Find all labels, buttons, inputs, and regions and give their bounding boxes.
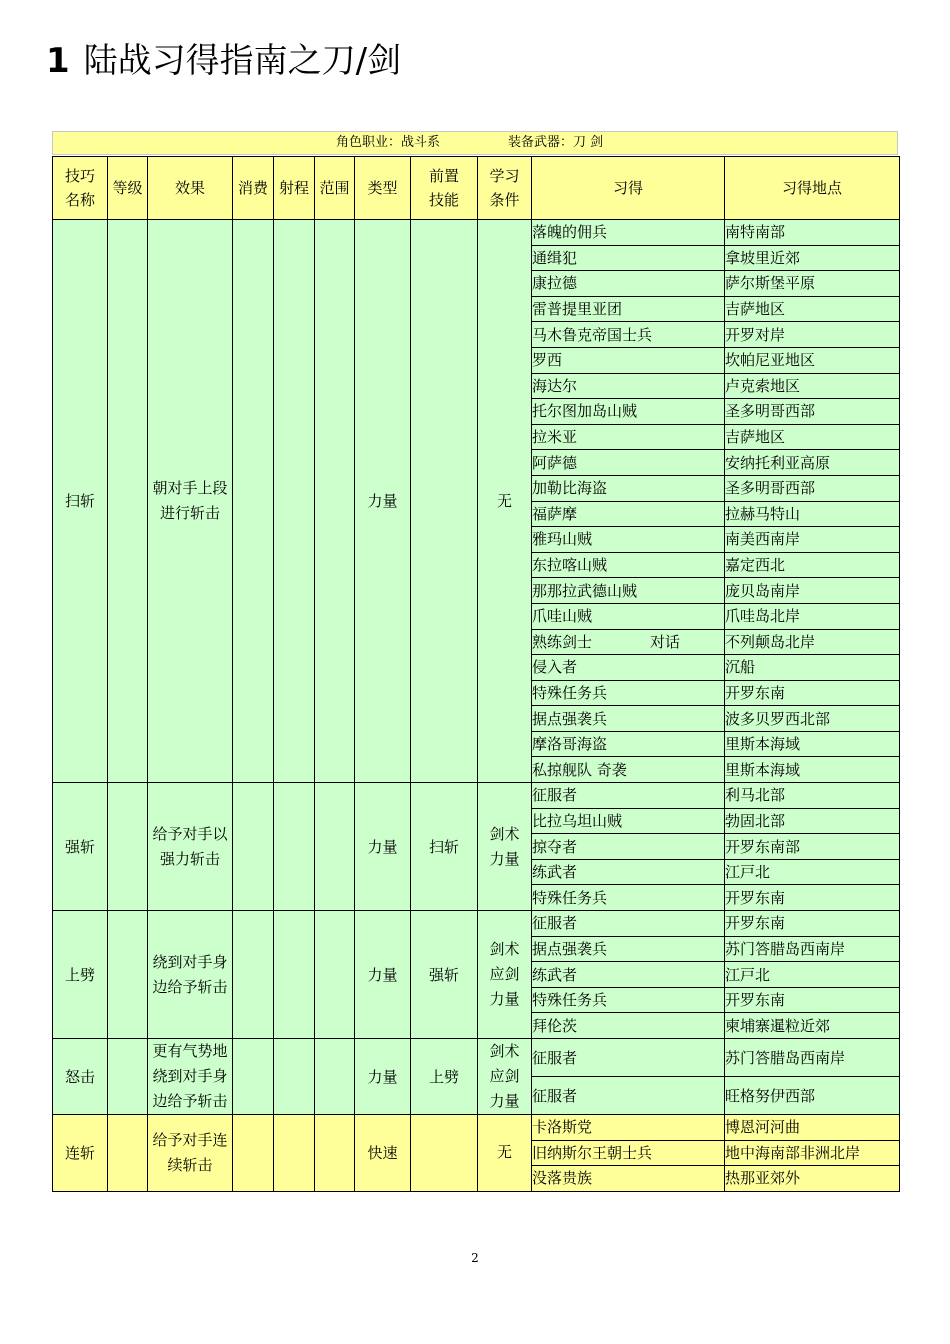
skill-effect-cell (148, 911, 233, 1039)
learn-place-cell: 安纳托利亚高原 (725, 450, 900, 476)
col-type: 类型 (355, 157, 411, 220)
learn-from-cell (532, 527, 725, 553)
skill-level-cell (108, 1115, 148, 1192)
learn-place-cell: 拿坡里近郊 (725, 245, 900, 271)
learn-from-text: 卡洛斯党 (532, 1118, 593, 1137)
skill-effect-cell (148, 1115, 233, 1192)
skill-condition-text: 剑术力量 (489, 824, 520, 868)
page-number: 2 (471, 1251, 479, 1265)
learn-from-cell (532, 1077, 725, 1115)
skill-name-cell: 连斩 (53, 1115, 108, 1192)
learn-place-cell: 拉赫马特山 (725, 501, 900, 527)
skill-area-cell (315, 220, 355, 783)
skill-effect-text: 朝对手上段进行斩击 (152, 479, 228, 523)
skill-cost-cell (233, 783, 274, 911)
learn-from-text: 征服者 (532, 786, 578, 805)
learn-from-cell (532, 475, 725, 501)
learn-method-note: 对话 (650, 632, 681, 651)
learn-from-cell (532, 424, 725, 450)
skill-condition-cell (478, 1115, 532, 1192)
learn-place-cell: 开罗东南 (725, 885, 900, 911)
role-label: 角色职业：战斗系 (336, 135, 441, 150)
learn-from-text: 马木鲁克帝国士兵 (532, 325, 653, 344)
skill-effect-text: 更有气势地绕到对手身边给予斩击 (152, 1042, 228, 1110)
learn-from-cell (532, 987, 725, 1013)
learn-place-cell: 博恩河河曲 (725, 1115, 900, 1141)
learn-from-text: 征服者 (532, 1086, 578, 1105)
skill-effect-cell (148, 220, 233, 783)
skill-level-cell (108, 220, 148, 783)
skill-condition-cell (478, 1039, 532, 1115)
learn-from-cell (532, 450, 725, 476)
learn-from-cell (532, 552, 725, 578)
skill-cost-cell (233, 1115, 274, 1192)
learn-place-cell: 庞贝岛南岸 (725, 578, 900, 604)
learn-from-cell (532, 962, 725, 988)
col-range: 射程 (274, 157, 315, 220)
learn-place-cell: 开罗东南 (725, 987, 900, 1013)
skill-level-cell (108, 1039, 148, 1115)
weapon-label: 装备武器：刀 剑 (508, 135, 604, 150)
learn-place-cell: 开罗对岸 (725, 322, 900, 348)
learn-place-cell: 勃固北部 (725, 808, 900, 834)
learn-place-cell: 热那亚郊外 (725, 1166, 900, 1192)
learn-from-text: 福萨摩 (532, 504, 578, 523)
learn-from-text: 掠夺者 (532, 837, 578, 856)
col-cost: 消费 (233, 157, 274, 220)
skill-prereq-cell: 上劈 (411, 1039, 478, 1115)
learn-from-cell (532, 322, 725, 348)
learn-place-cell: 不列颠岛北岸 (725, 629, 900, 655)
skill-name-cell: 怒击 (53, 1039, 108, 1115)
learn-place-cell: 吉萨地区 (725, 424, 900, 450)
page-title (46, 38, 401, 84)
learn-place-cell: 利马北部 (725, 783, 900, 809)
skill-area-cell (315, 783, 355, 911)
page-title-number: 1 (46, 41, 70, 81)
learn-from-cell (532, 399, 725, 425)
learn-place-cell: 南特南部 (725, 220, 900, 246)
learn-from-text: 据点强袭兵 (532, 709, 608, 728)
table-row (53, 1115, 900, 1141)
learn-from-cell (532, 296, 725, 322)
skill-prereq-cell (411, 1115, 478, 1192)
learn-place-cell: 地中海南部非洲北岸 (725, 1140, 900, 1166)
table-row (53, 911, 900, 937)
learn-from-text: 拜伦茨 (532, 1016, 578, 1035)
learn-from-cell (532, 731, 725, 757)
table-header-bar (52, 131, 898, 155)
skill-condition-text: 剑术应剑力量 (489, 1042, 520, 1110)
col-learn-from: 习得 (532, 157, 725, 220)
learn-from-text: 那那拉武德山贼 (532, 581, 638, 600)
learn-from-text: 拉米亚 (532, 428, 578, 447)
learn-from-text: 特殊任务兵 (532, 991, 608, 1010)
skill-condition-cell (478, 220, 532, 783)
learn-from-cell (532, 911, 725, 937)
learn-from-cell (532, 1140, 725, 1166)
col-prereq: 前置技能 (411, 157, 478, 220)
skill-level-cell (108, 783, 148, 911)
learn-place-cell: 爪哇岛北岸 (725, 603, 900, 629)
learn-from-text: 摩洛哥海盗 (532, 735, 608, 754)
skill-prereq-cell (411, 220, 478, 783)
learn-from-text: 雷普提里亚团 (532, 300, 623, 319)
learn-from-cell (532, 859, 725, 885)
skill-cost-cell (233, 220, 274, 783)
learn-from-text: 征服者 (532, 1048, 578, 1067)
table-row (53, 220, 900, 246)
learn-place-cell: 里斯本海域 (725, 731, 900, 757)
skill-cost-cell (233, 911, 274, 1039)
learn-place-cell: 吉萨地区 (725, 296, 900, 322)
learn-from-cell (532, 783, 725, 809)
learn-place-cell: 嘉定西北 (725, 552, 900, 578)
learn-from-text: 征服者 (532, 914, 578, 933)
learn-from-cell (532, 603, 725, 629)
learn-from-text: 雅玛山贼 (532, 530, 593, 549)
skill-condition-text: 无 (496, 491, 512, 510)
learn-place-cell: 圣多明哥西部 (725, 475, 900, 501)
learn-place-cell: 圣多明哥西部 (725, 399, 900, 425)
col-skill-name: 技巧名称 (53, 157, 108, 220)
skill-effect-cell (148, 1039, 233, 1115)
skill-type-cell: 力量 (355, 1039, 411, 1115)
skill-effect-text: 绕到对手身边给予斩击 (152, 952, 228, 996)
learn-from-cell (532, 936, 725, 962)
skill-range-cell (274, 1039, 315, 1115)
skill-type-cell: 力量 (355, 220, 411, 783)
learn-place-cell: 开罗东南 (725, 911, 900, 937)
skill-condition-text: 剑术应剑力量 (489, 940, 520, 1009)
learn-from-cell (532, 1039, 725, 1077)
learn-from-text: 通缉犯 (532, 248, 578, 267)
learn-from-text: 落魄的佣兵 (532, 223, 608, 242)
learn-place-cell: 卢克索地区 (725, 373, 900, 399)
learn-from-cell (532, 655, 725, 681)
learn-from-text: 侵入者 (532, 658, 578, 677)
col-area: 范围 (315, 157, 355, 220)
table-row (53, 1039, 900, 1077)
learn-from-text: 托尔图加岛山贼 (532, 402, 638, 421)
col-learn-place: 习得地点 (725, 157, 900, 220)
skill-level-cell (108, 911, 148, 1039)
learn-from-cell (532, 1013, 725, 1039)
learn-from-cell (532, 501, 725, 527)
learn-from-cell (532, 757, 725, 783)
column-header-row (53, 157, 900, 220)
col-level: 等级 (108, 157, 148, 220)
skill-prereq-cell: 强斩 (411, 911, 478, 1039)
learn-from-text: 康拉德 (532, 274, 578, 293)
learn-place-cell: 波多贝罗西北部 (725, 706, 900, 732)
learn-from-text: 海达尔 (532, 376, 578, 395)
learn-from-text: 东拉喀山贼 (532, 556, 608, 575)
skill-area-cell (315, 1115, 355, 1192)
skill-cost-cell (233, 1039, 274, 1115)
skill-table-body (53, 220, 900, 1192)
learn-from-text: 比拉乌坦山贼 (532, 811, 623, 830)
col-condition: 学习条件 (478, 157, 532, 220)
learn-place-cell: 苏门答腊岛西南岸 (725, 936, 900, 962)
learn-from-text: 阿萨德 (532, 453, 578, 472)
learn-from-text: 没落贵族 (532, 1169, 593, 1188)
learn-place-cell: 旺格努伊西部 (725, 1077, 900, 1115)
learn-from-cell (532, 834, 725, 860)
col-effect: 效果 (148, 157, 233, 220)
learn-from-text: 旧纳斯尔王朝士兵 (532, 1143, 653, 1162)
learn-place-cell: 里斯本海域 (725, 757, 900, 783)
learn-from-text: 练武者 (532, 965, 578, 984)
learn-place-cell: 江戸北 (725, 859, 900, 885)
skill-prereq-cell: 扫斩 (411, 783, 478, 911)
learn-place-cell: 开罗东南 (725, 680, 900, 706)
skill-table (52, 156, 900, 1192)
learn-from-cell (532, 271, 725, 297)
skill-effect-text: 给予对手以强力斩击 (152, 824, 228, 868)
skill-area-cell (315, 911, 355, 1039)
learn-from-cell (532, 578, 725, 604)
skill-range-cell (274, 1115, 315, 1192)
learn-from-text: 熟练剑士 (532, 632, 593, 651)
learn-from-text: 特殊任务兵 (532, 683, 608, 702)
skill-area-cell (315, 1039, 355, 1115)
skill-condition-cell (478, 783, 532, 911)
learn-from-cell (532, 1166, 725, 1192)
skill-effect-text: 给予对手连续斩击 (152, 1130, 228, 1174)
learn-from-cell (532, 885, 725, 911)
learn-place-cell: 坎帕尼亚地区 (725, 347, 900, 373)
learn-from-text: 爪哇山贼 (532, 607, 593, 626)
learn-from-text: 加勒比海盗 (532, 479, 608, 498)
skill-range-cell (274, 220, 315, 783)
learn-place-cell: 开罗东南部 (725, 834, 900, 860)
learn-from-cell (532, 629, 725, 655)
learn-from-cell (532, 347, 725, 373)
skill-type-cell: 力量 (355, 783, 411, 911)
learn-from-cell (532, 1115, 725, 1141)
learn-from-cell (532, 706, 725, 732)
learn-from-text: 据点强袭兵 (532, 939, 608, 958)
skill-condition-cell (478, 911, 532, 1039)
table-row (53, 783, 900, 809)
learn-from-cell (532, 373, 725, 399)
learn-place-cell: 萨尔斯堡平原 (725, 271, 900, 297)
learn-from-text: 私掠舰队 奇袭 (532, 760, 627, 779)
learn-place-cell: 柬埔寨暹粒近郊 (725, 1013, 900, 1039)
skill-range-cell (274, 911, 315, 1039)
page-title-text: 陆战习得指南之刀/剑 (83, 41, 402, 81)
learn-from-cell (532, 220, 725, 246)
skill-condition-text: 无 (496, 1143, 512, 1162)
skill-name-cell: 强斩 (53, 783, 108, 911)
learn-from-cell (532, 680, 725, 706)
skill-type-cell: 快速 (355, 1115, 411, 1192)
skill-name-cell: 上劈 (53, 911, 108, 1039)
learn-place-cell: 江戸北 (725, 962, 900, 988)
learn-from-text: 练武者 (532, 863, 578, 882)
learn-place-cell: 苏门答腊岛西南岸 (725, 1039, 900, 1077)
skill-name-cell: 扫斩 (53, 220, 108, 783)
skill-range-cell (274, 783, 315, 911)
skill-effect-cell (148, 783, 233, 911)
learn-from-text: 罗西 (532, 351, 563, 370)
learn-from-cell (532, 808, 725, 834)
learn-from-text: 特殊任务兵 (532, 888, 608, 907)
learn-from-cell (532, 245, 725, 271)
skill-type-cell: 力量 (355, 911, 411, 1039)
learn-place-cell: 沉船 (725, 655, 900, 681)
learn-place-cell: 南美西南岸 (725, 527, 900, 553)
